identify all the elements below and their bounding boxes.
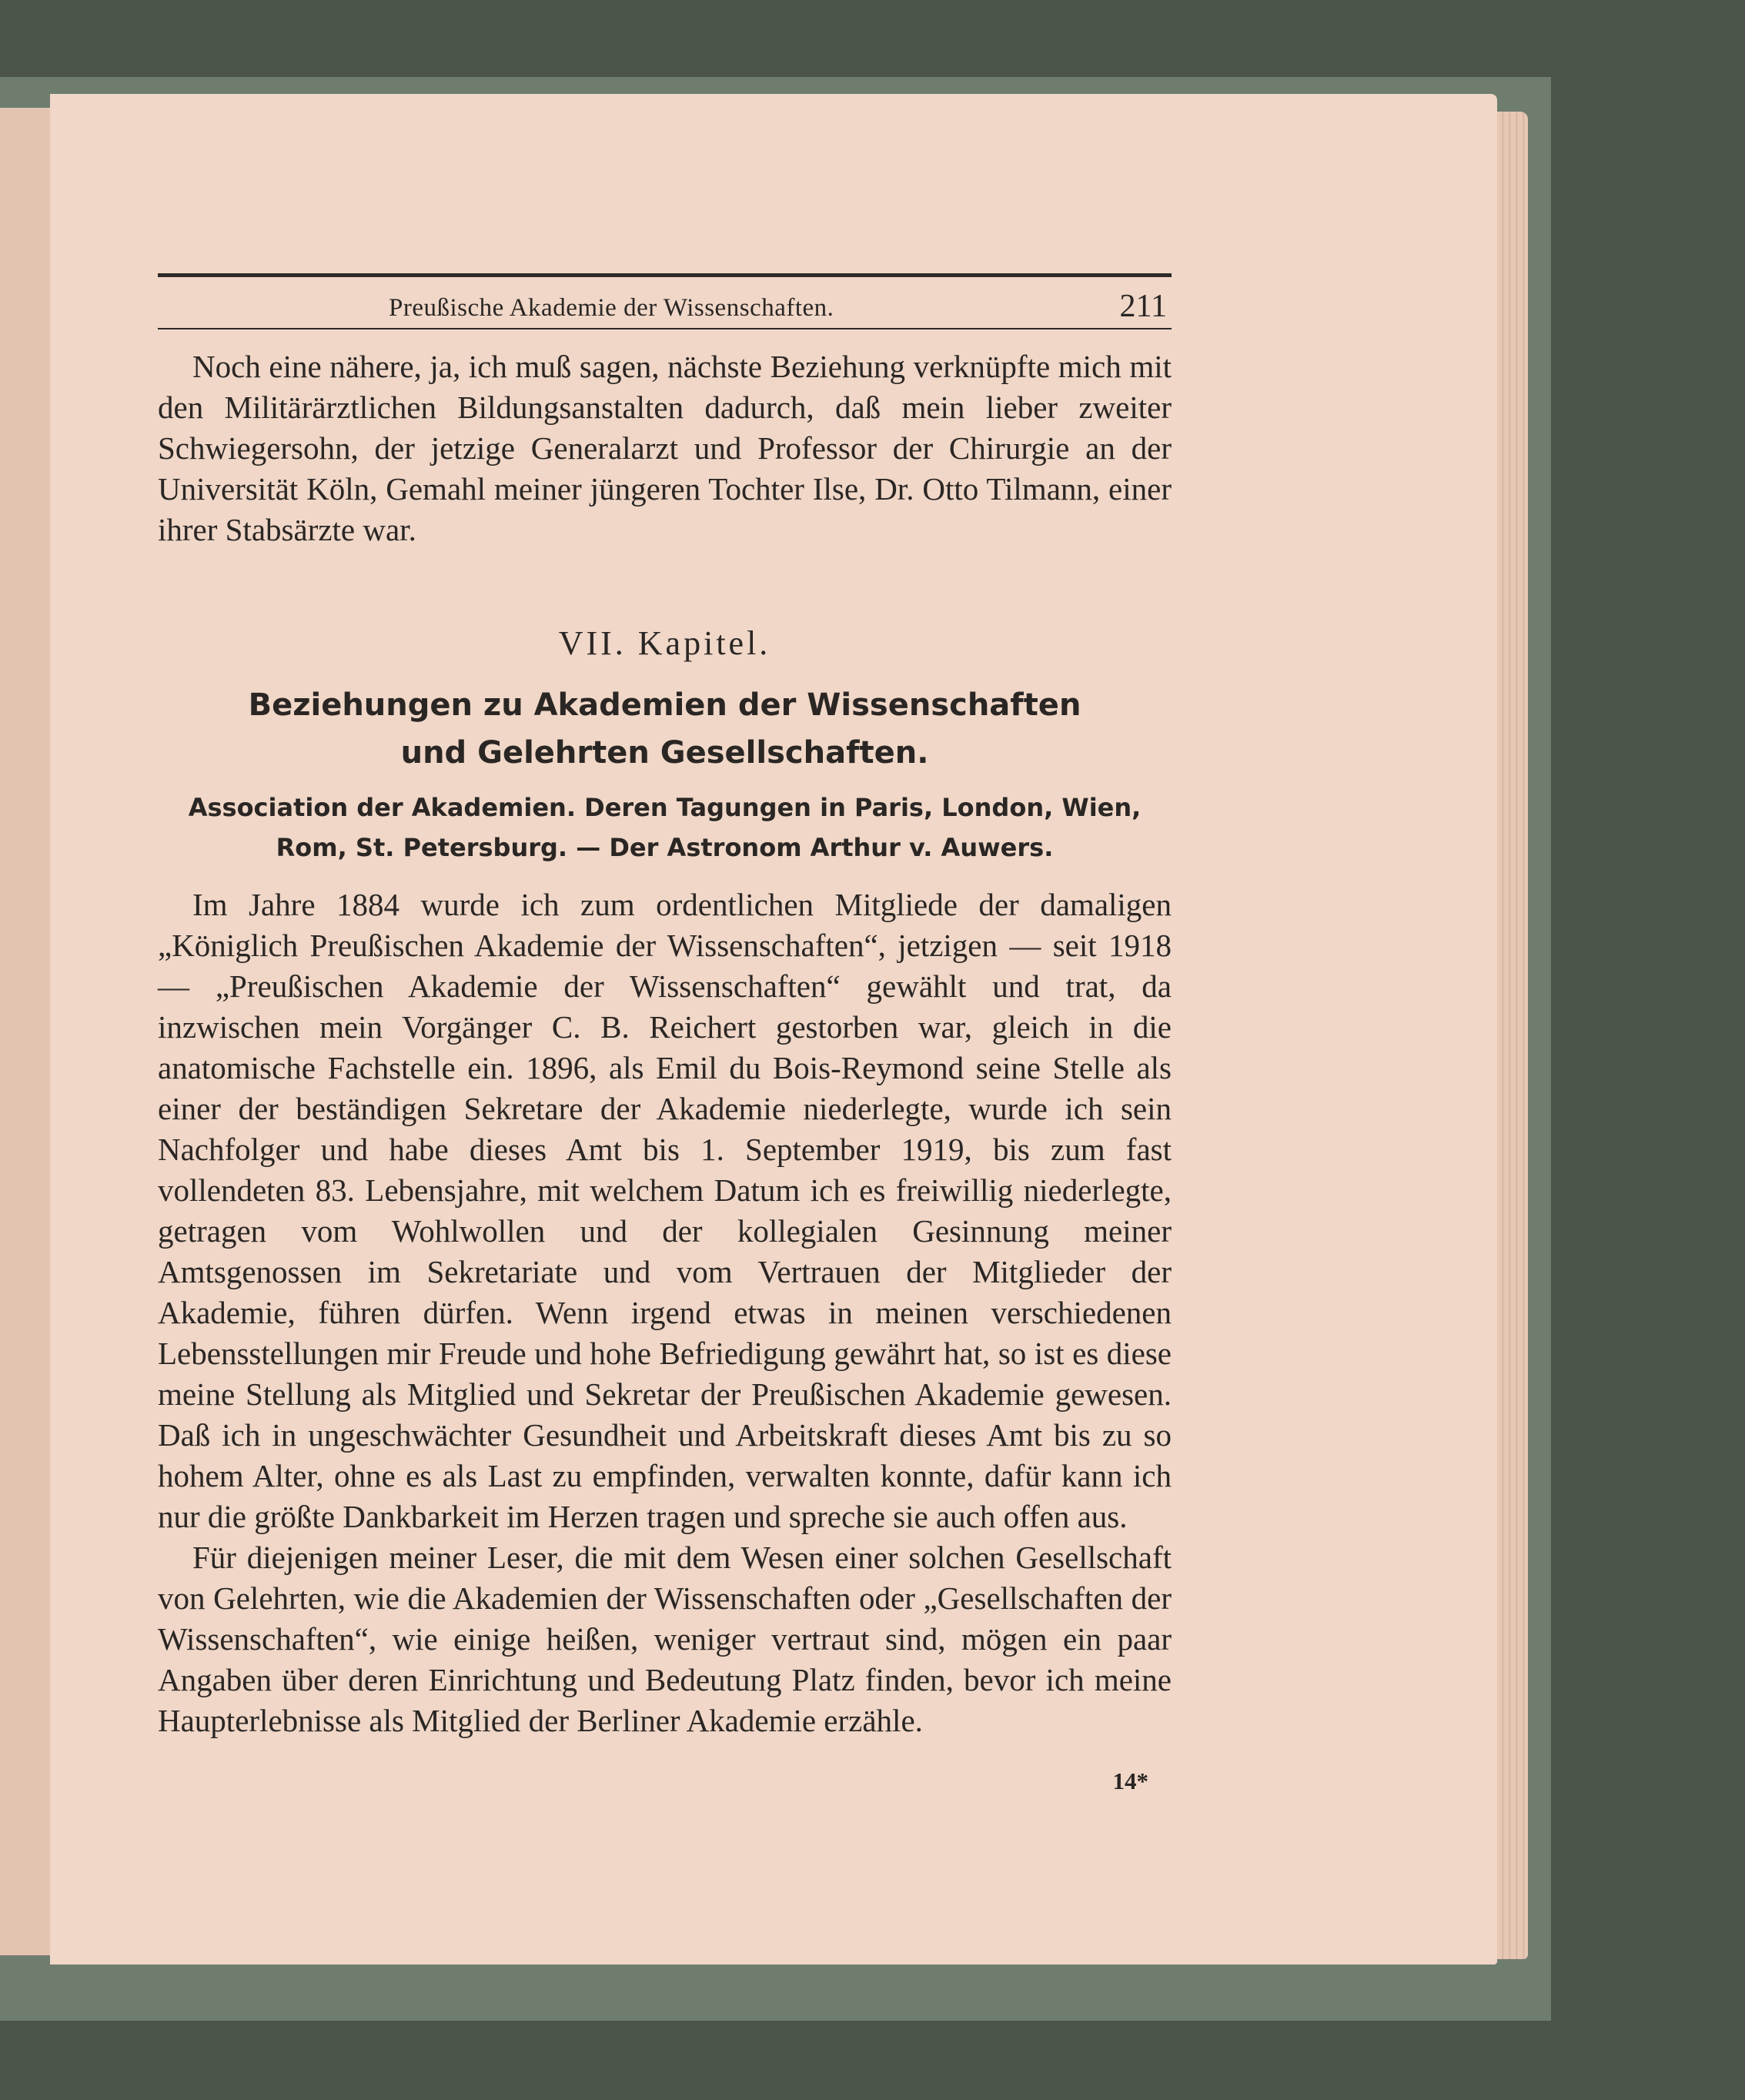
header-rule-bottom (158, 328, 1172, 329)
chapter-label: VII. Kapitel. (558, 624, 771, 662)
running-header (158, 277, 1172, 328)
body-paragraph-1: Im Jahre 1884 wurde ich zum ordentlichen Mitgliede der damaligen „Königlich Preußischen Akademie der Wissenschaften“, jetzigen — seit 1918 — „Preußischen Akademie der Wissenschaften“ gewählt und trat, da inzwischen mein Vorgänger C. B. Reichert gestorben war, gleich in die anatomische Fachstelle ein. 1896, als Emil du Bois-Reymond seine Stelle als einer der beständigen Sekretare der Akademie niederlegte, wurde ich sein Nachfolger und habe dieses Amt bis 1. September 1919, bis zum fast vollendeten 83. Lebensjahre, mit welchem Datum ich es freiwillig niederlegte, getragen vom Wohlwollen und der kollegialen Gesinnung meiner Amtsgenossen im Sekretariate und vom Vertrauen der Mitglieder der Akademie, führen dürfen. Wenn irgend etwas in meinen verschiedenen Lebensstellungen mir Freude und hohe Befriedigung gewährt hat, so ist es diese meine Stellung als Mitglied und Sekretar der Preußischen Akademie gewesen. Daß ich in ungeschwächter Gesundheit und Arbeitskraft dieses Amt bis zu so hohem Alter, ohne es als Last zu empfinden, verwalten konnte, dafür kann ich nur die größte Dankbarkeit im Herzen tragen und spreche sie auch offen aus. (158, 887, 1172, 1534)
body-paragraph-2: Für diejenigen meiner Leser, die mit dem Wesen einer solchen Gesellschaft von Gelehrten, wie die Akademien der Wissenschaften oder „Gesellschaften der Wissenschaften“, wie einige heißen, weniger vertraut sind, mögen ein paar Angaben über deren Einrichtung und Bedeutung Platz finden, bevor ich meine Haupterlebnisse als Mitglied der Berliner Akademie erzähle. (158, 1540, 1172, 1738)
chapter-subtitle-line1: Association der Akademien. Deren Tagungen in Paris, London, Wien, (188, 793, 1142, 822)
opening-paragraph: Noch eine nähere, ja, ich muß sagen, nächste Beziehung verknüpfte mich mit den Militärärztlichen Bildungsanstalten dadurch, daß mein lieber zweiter Schwiegersohn, der jetzige Generalarzt und Professor der Chirurgie an der Universität Köln, Gemahl meiner jüngeren Tochter Ilse, Dr. Otto Tilmann, einer ihrer Stabsärzte war. (158, 349, 1172, 547)
page-number: 211 (1119, 289, 1167, 324)
chapter-title-line1: Beziehungen zu Akademien der Wissenschaften (248, 687, 1081, 723)
facing-page-edge (0, 108, 54, 1955)
running-header-title: Preußische Akademie der Wissenschaften. (389, 294, 834, 322)
chapter-title-line2: und Gelehrten Gesellschaften. (400, 735, 929, 771)
chapter-title (158, 681, 1172, 777)
chapter-subtitle-line2: Rom, St. Petersburg. — Der Astronom Arthur v. Auwers. (276, 833, 1054, 862)
chapter-subtitle (158, 788, 1172, 868)
signature-mark: 14* (1112, 1767, 1148, 1794)
page-content (158, 273, 1172, 1795)
